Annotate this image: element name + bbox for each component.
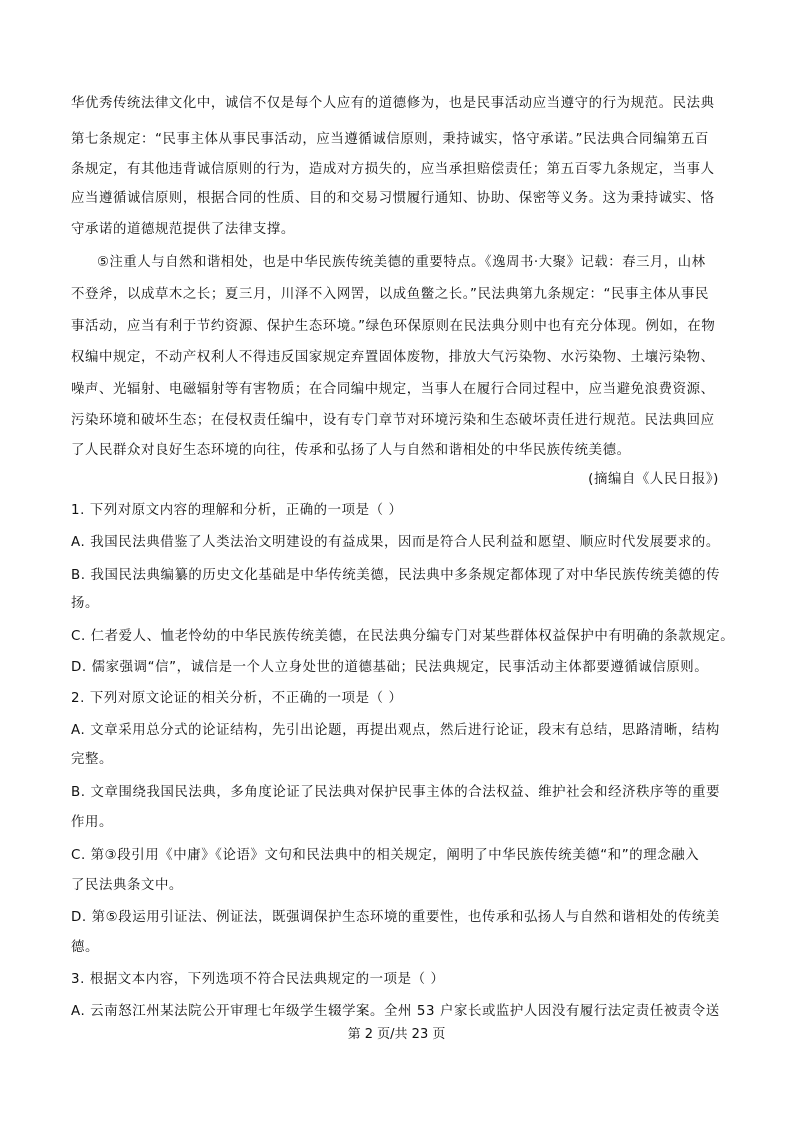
option-2b-cont: 作用。: [71, 815, 113, 830]
text-line: 事活动，应当有利于节约资源、保护生态环境。”绿色环保原则在民法典分则中也有充分体现。例如，在物: [71, 319, 716, 334]
question-3: 3. 根据文本内容，下列选项不符合民法典规定的一项是（ ）: [71, 972, 445, 987]
option-1b-cont: 扬。: [71, 596, 99, 611]
option-2c: C. 第③段引用《中庸》《论语》文句和民法典中的相关规定，阐明了中华民族传统美德“和”的理念融入: [71, 848, 700, 863]
option-2d: D. 第⑤段运用引证法、例证法，既强调保护生态环境的重要性，也传承和弘扬人与自然和谐相处的传统美: [71, 910, 720, 925]
text-line: 不登斧，以成草木之长；夏三月，川泽不入网罟，以成鱼鳖之长。”民法典第九条规定：“民事主体从事民: [71, 287, 709, 302]
option-1b: B. 我国民法典编纂的历史文化基础是中华传统美德，民法典中多条规定都体现了对中华民族传统美德的传: [71, 568, 721, 583]
option-3a: A. 云南怒江州某法院公开审理七年级学生辍学案。全州 53 户家长或监护人因没有履行法定责任被责令送: [71, 1004, 720, 1019]
text-line: 噪声、光辐射、电磁辐射等有害物质；在合同编中规定，当事人在履行合同过程中，应当避免浪费资源、: [71, 382, 715, 397]
question-1: 1. 下列对原文内容的理解和分析，正确的一项是（ ）: [71, 503, 403, 518]
text-line: 应当遵循诚信原则，根据合同的性质、目的和交易习惯履行通知、协助、保密等义务。这为秉持诚实、恪: [71, 191, 715, 206]
option-1d: D. 儒家强调“信”，诚信是一个人立身处世的道德基础；民法典规定，民事活动主体都要遵循诚信原则。: [71, 660, 709, 675]
option-1a: A. 我国民法典借鉴了人类法治文明建设的有益成果，因而是符合人民利益和愿望、顺应时代发展要求的。: [71, 535, 720, 550]
option-2a-cont: 完整。: [71, 752, 113, 767]
question-2: 2. 下列对原文论证的相关分析，不正确的一项是（ ）: [71, 691, 403, 706]
option-1c: C. 仁者爱人、恤老怜幼的中华民族传统美德，在民法典分编专门对某些群体权益保护中有明确的条款规定。: [71, 629, 735, 644]
option-2c-cont: 了民法典条文中。: [71, 878, 183, 893]
option-2b: B. 文章围绕我国民法典，多角度论证了民法典对保护民事主体的合法权益、维护社会和经济秩序等的重要: [71, 785, 721, 800]
text-line: 第七条规定：“民事主体从事民事活动，应当遵循诚信原则，秉持诚实，恪守承诺。”民法典合同编第五百: [71, 132, 709, 147]
text-line: 污染环境和破坏生态；在侵权责任编中，设有专门章节对环境污染和生态破坏责任进行规范。民法典回应: [71, 413, 715, 428]
text-line: 条规定，有其他违背诚信原则的行为，造成对方损失的，应当承担赔偿责任；第五百零九条规定，当事人: [71, 162, 715, 177]
source-citation: (摘编自《人民日报》): [588, 472, 719, 487]
text-line: 守承诺的道德规范提供了法律支撑。: [71, 222, 295, 237]
text-line: 了人民群众对良好生态环境的向往，传承和弘扬了人与自然和谐相处的中华民族传统美德。: [71, 443, 631, 458]
text-line: 华优秀传统法律文化中，诚信不仅是每个人应有的道德修为，也是民事活动应当遵守的行为规范。民法典: [71, 96, 715, 111]
option-2a: A. 文章采用总分式的论证结构，先引出论题，再提出观点，然后进行论证，段末有总结，思路清晰，结构: [71, 723, 720, 738]
text-line: 权编中规定，不动产权利人不得违反国家规定弃置固体废物，排放大气污染物、水污染物、土壤污染物、: [71, 350, 715, 365]
option-2d-cont: 德。: [71, 940, 99, 955]
paragraph-5-start: ⑤注重人与自然和谐相处，也是中华民族传统美德的重要特点。《逸周书·大聚》记载：春三月，山林: [97, 255, 706, 270]
page-footer: 第 2 页/共 23 页: [347, 1027, 446, 1042]
